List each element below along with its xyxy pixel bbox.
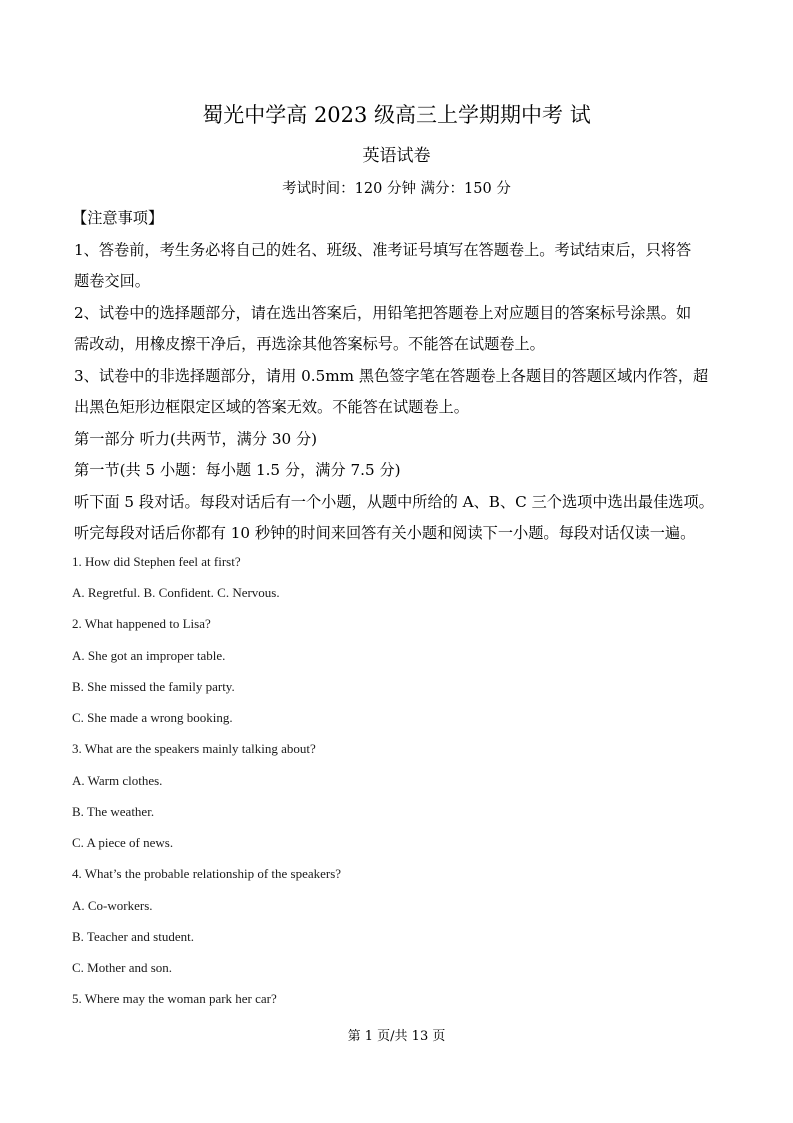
notice-item-3-line1: 3、试卷中的非选择题部分，请用 0.5mm 黑色签字笔在答题卷上各题目的答题区域内作答，超 — [74, 367, 709, 385]
question-1: 1. How did Stephen feel at first? — [72, 554, 241, 569]
notice-item-1-line1: 1、答卷前，考生务必将自己的姓名、班级、准考证号填写在答题卷上。考试结束后，只将答 — [74, 241, 692, 259]
question-5: 5. Where may the woman park her car? — [72, 991, 277, 1006]
exam-title: 蜀光中学高 2023 级高三上学期期中考 试 — [202, 103, 591, 127]
instructions-line2: 听完每段对话后你都有 10 秒钟的时间来回答有关小题和阅读下一小题。每段对话仅读一遍。 — [74, 524, 696, 542]
question-3: 3. What are the speakers mainly talking about? — [72, 741, 316, 756]
exam-info: 考试时间：120 分钟 满分：150 分 — [282, 181, 511, 197]
notice-item-2-line2: 需改动，用橡皮擦干净后，再选涂其他答案标号。不能答在试题卷上。 — [74, 335, 545, 353]
exam-subject: 英语试卷 — [362, 146, 431, 166]
question-3-option-a: A. Warm clothes. — [72, 773, 163, 788]
question-3-option-b: B. The weather. — [72, 804, 155, 819]
page-footer: 第 1 页/共 13 页 — [347, 1029, 446, 1044]
part1-heading: 第一部分 听力(共两节，满分 30 分) — [74, 430, 318, 448]
notice-item-3-line2: 出黑色矩形边框限定区域的答案无效。不能答在试题卷上。 — [74, 398, 469, 416]
notice-heading: 【注意事项】 — [72, 209, 164, 227]
question-4-option-c: C. Mother and son. — [72, 960, 173, 975]
instructions-line1: 听下面 5 段对话。每段对话后有一个小题，从题中所给的 A、B、C 三个选项中选出最佳选项。 — [74, 493, 714, 511]
notice-item-1-line2: 题卷交回。 — [74, 272, 150, 290]
question-2-option-a: A. She got an improper table. — [72, 648, 226, 663]
question-1-options: A. Regretful. B. Confident. C. Nervous. — [72, 585, 280, 600]
question-4: 4. What’s the probable relationship of the speakers? — [72, 866, 342, 881]
question-2-option-b: B. She missed the family party. — [72, 679, 235, 694]
question-3-option-c: C. A piece of news. — [72, 835, 174, 850]
question-2: 2. What happened to Lisa? — [72, 616, 211, 631]
question-2-option-c: C. She made a wrong booking. — [72, 710, 233, 725]
section1-heading: 第一节(共 5 小题：每小题 1.5 分，满分 7.5 分) — [74, 461, 401, 479]
question-4-option-b: B. Teacher and student. — [72, 929, 194, 944]
question-4-option-a: A. Co-workers. — [72, 898, 153, 913]
notice-item-2-line1: 2、试卷中的选择题部分，请在选出答案后，用铅笔把答题卷上对应题目的答案标号涂黑。如 — [74, 304, 692, 322]
